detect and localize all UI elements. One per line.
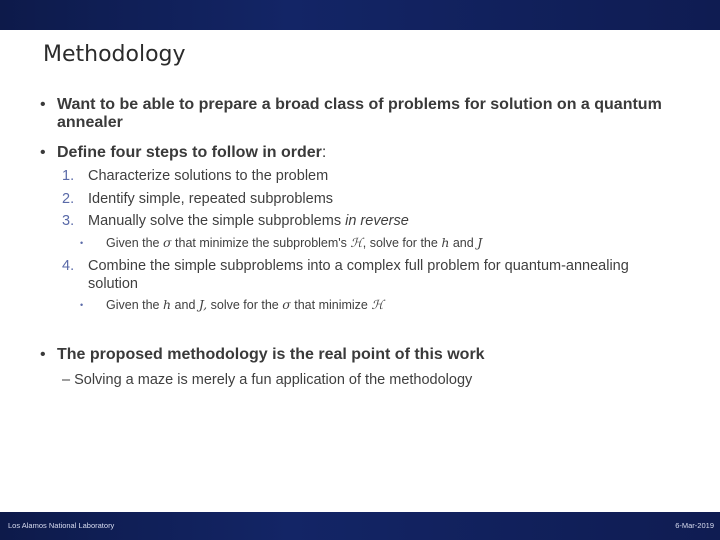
footer-organization: Los Alamos National Laboratory	[8, 521, 115, 530]
bullet-text: Want to be able to prepare a broad class of problems for solution on a quantum annealer	[57, 96, 662, 131]
sub-bullet-text	[106, 297, 606, 313]
bullet-text: The proposed methodology is the real point of this work	[57, 346, 485, 363]
bullet-text	[57, 144, 677, 162]
step-text	[88, 212, 648, 230]
step-text: Identify simple, repeated subproblems	[88, 191, 334, 207]
sub-text-part: , solve for the	[362, 236, 438, 250]
bullet-icon: •	[40, 346, 46, 363]
step-number: 3.	[62, 213, 75, 229]
step-number: 4.	[62, 258, 75, 274]
sub-bullet-icon: •	[80, 300, 84, 310]
sub-text-part: and	[452, 236, 474, 250]
sub-text-part: solve for the	[210, 298, 279, 312]
bullet-icon: •	[40, 144, 46, 161]
sub-text-part: Given the	[106, 236, 160, 250]
sub-bullet-icon: •	[80, 238, 84, 248]
sub-text-part: that minimize the subproblem's	[175, 236, 347, 250]
footer-date: 6-Mar-2019	[675, 521, 714, 530]
h-symbol: h	[441, 235, 450, 250]
sigma-symbol: σ	[282, 297, 291, 312]
j-symbol: J	[477, 235, 483, 250]
h-symbol: h	[163, 297, 172, 312]
step-text-main: Manually solve the simple subproblems	[88, 213, 342, 229]
hamiltonian-symbol: ℋ	[371, 297, 384, 312]
step-text: Combine the simple subproblems into a complex full problem for quantum-annealing solution	[88, 258, 629, 292]
sub-text-part: Given the	[106, 298, 160, 312]
bullet-text-main: Define four steps to follow in order	[57, 144, 322, 161]
step-number: 1.	[62, 168, 75, 184]
bullet-colon: :	[321, 144, 327, 161]
j-symbol: J,	[198, 297, 208, 312]
sub-bullet-text	[106, 235, 606, 251]
sigma-symbol: σ	[163, 235, 172, 250]
hamiltonian-symbol: ℋ	[350, 235, 363, 250]
sub-text-part: that minimize	[294, 298, 368, 312]
slide-title: Methodology	[43, 42, 186, 67]
step-emphasis: in reverse	[345, 213, 409, 229]
footer-bar	[0, 512, 720, 540]
step-number: 2.	[62, 191, 75, 207]
bullet-icon: •	[40, 96, 46, 113]
sub-text-part: and	[174, 298, 196, 312]
dash-item: – Solving a maze is merely a fun application of the methodology	[62, 372, 473, 388]
step-text: Characterize solutions to the problem	[88, 168, 329, 184]
